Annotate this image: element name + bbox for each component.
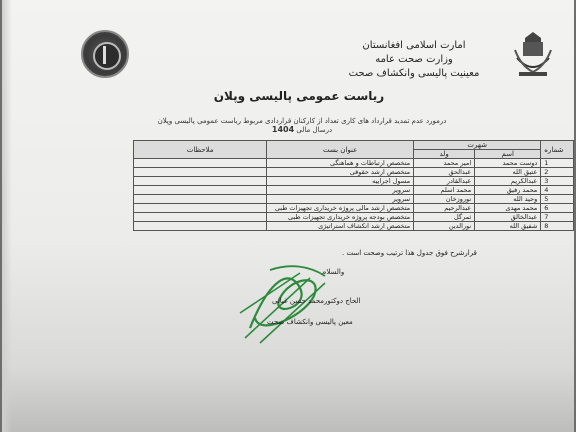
row-name-cell: وحید الله	[475, 195, 541, 204]
row-name-cell: محمد رفیق	[475, 186, 541, 195]
table-row	[134, 213, 574, 222]
row-father-cell: نورالدین	[414, 222, 475, 231]
row-father-cell: محمد اسلم	[414, 186, 475, 195]
emblem-inner-circle	[93, 42, 121, 70]
col-position: عنوان بست	[267, 141, 414, 159]
row-notes-cell	[134, 204, 267, 213]
header-line-deputy: معینیت پالیسی وانکشاف صحت	[348, 68, 480, 79]
header-line-ministry: وزارت صحت عامه	[375, 54, 453, 65]
header-line-directorate: ریاست عمومی پالیسی وپلان	[213, 89, 385, 103]
row-number-cell: 6	[541, 204, 574, 213]
row-position-cell: متخصص ارشد انکشاف استراتیژی	[267, 222, 414, 231]
table-row	[134, 159, 574, 168]
closing-salam: والسلام	[322, 268, 345, 276]
row-position-cell: سرویر	[267, 186, 414, 195]
col-shohrat: شهرت	[414, 141, 541, 150]
col-father: ولد	[414, 150, 475, 159]
row-notes-cell	[134, 159, 267, 168]
table-row	[134, 195, 574, 204]
row-notes-cell	[134, 213, 267, 222]
ministry-health-emblem	[81, 30, 129, 78]
row-notes-cell	[134, 195, 267, 204]
row-notes-cell	[134, 186, 267, 195]
row-father-cell: نوروزخان	[414, 195, 475, 204]
row-position-cell: متخصص بودجه پروژه خریداری تجهیزات طبی	[267, 213, 414, 222]
row-father-cell: امیر محمد	[414, 159, 475, 168]
col-number: شماره	[541, 141, 574, 159]
document-page	[2, 0, 574, 432]
row-father-cell: ثمرگل	[414, 213, 475, 222]
subject-text: درمورد عدم تمدید قرارداد های کاری تعداد از کارکنان قراردادی مربوط ریاست عمومی پالیسی وپلان درسال مالی	[157, 117, 447, 134]
closing-statement: قرارشرح فوق جدول هذا ترتیب وصحت است .	[342, 249, 477, 257]
header-line-emirate: امارت اسلامی افغانستان	[362, 40, 466, 51]
row-name-cell: عتیق الله	[475, 168, 541, 177]
table-row	[134, 222, 574, 231]
signer-name: الحاج دوکتورمحمد حسن غیاثی	[272, 297, 361, 305]
row-notes-cell	[134, 177, 267, 186]
table-row	[134, 186, 574, 195]
row-number-cell: 4	[541, 186, 574, 195]
staff-table	[133, 140, 574, 231]
row-number-cell: 7	[541, 213, 574, 222]
row-name-cell: دوست محمد	[475, 159, 541, 168]
row-position-cell: متخصص ارتباطات و هماهنگی	[267, 159, 414, 168]
row-number-cell: 3	[541, 177, 574, 186]
subject-line	[152, 117, 452, 134]
table-row	[134, 168, 574, 177]
row-father-cell: عبدالحق	[414, 168, 475, 177]
row-number-cell: 1	[541, 159, 574, 168]
col-name: اسم	[475, 150, 541, 159]
row-position-cell: متخصص ارشد حقوقی	[267, 168, 414, 177]
row-number-cell: 2	[541, 168, 574, 177]
emblem-staff-icon	[103, 46, 106, 64]
row-name-cell: شفیق الله	[475, 222, 541, 231]
col-notes: ملاحظات	[134, 141, 267, 159]
signer-title: معین پالیسی وانکشاف صحت	[267, 318, 353, 326]
subject-year: 1404	[271, 125, 295, 134]
row-name-cell: عبدالخالق	[475, 213, 541, 222]
row-notes-cell	[134, 168, 267, 177]
row-position-cell: متخصص ارشد مالی پروژه خریداری تجهیزات طبی	[267, 204, 414, 213]
row-notes-cell	[134, 222, 267, 231]
row-name-cell: محمد مهدی	[475, 204, 541, 213]
row-father-cell: عبدالقادر	[414, 177, 475, 186]
page-shadow	[2, 0, 12, 432]
row-father-cell: عبدالرحیم	[414, 204, 475, 213]
row-position-cell: سرویر	[267, 195, 414, 204]
row-number-cell: 8	[541, 222, 574, 231]
table-row	[134, 204, 574, 213]
row-name-cell: عبدالکریم	[475, 177, 541, 186]
row-position-cell: مسول اجراییه	[267, 177, 414, 186]
row-number-cell: 5	[541, 195, 574, 204]
table-row	[134, 177, 574, 186]
